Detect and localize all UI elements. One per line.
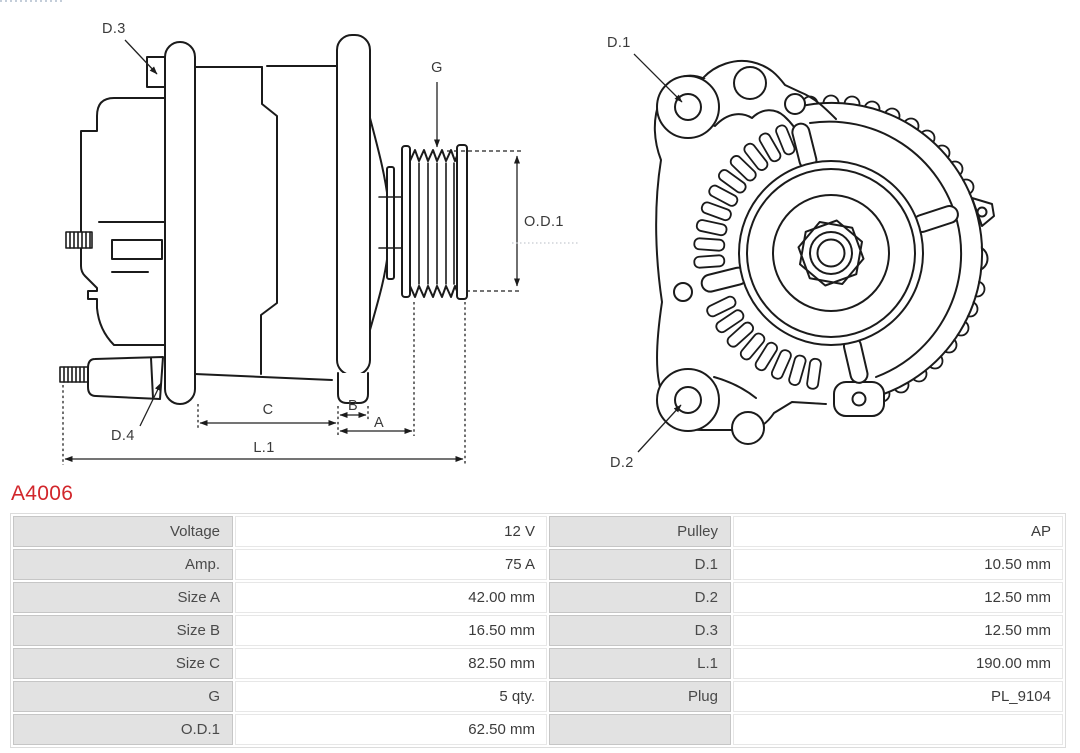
spec-label: Amp.	[13, 549, 233, 580]
spec-value: 12 V	[235, 516, 547, 547]
spec-value: 12.50 mm	[733, 582, 1063, 613]
side-view-drawing	[60, 35, 467, 404]
spec-label: L.1	[549, 648, 731, 679]
spec-value: 62.50 mm	[235, 714, 547, 745]
terminal-stud-upper	[66, 232, 92, 248]
dim-label-d2: D.2	[610, 455, 634, 471]
spec-label: D.3	[549, 615, 731, 646]
mount-hole-d1	[675, 94, 701, 120]
spec-value: 42.00 mm	[235, 582, 547, 613]
spec-label: G	[13, 681, 233, 712]
bottom-bracket	[834, 382, 884, 416]
spec-value: 16.50 mm	[235, 615, 547, 646]
shaft	[387, 167, 394, 279]
spec-label: D.2	[549, 582, 731, 613]
spec-label: Size C	[13, 648, 233, 679]
dim-label-d1: D.1	[607, 35, 631, 51]
spec-label: Size B	[13, 615, 233, 646]
mount-hole-d2	[675, 387, 701, 413]
spec-label: Voltage	[13, 516, 233, 547]
spec-table	[10, 513, 1066, 748]
front-view-labels	[607, 35, 634, 471]
spec-value	[733, 714, 1063, 745]
dim-label-od1: O.D.1	[524, 214, 564, 230]
dim-label-d4: D.4	[111, 428, 135, 444]
pulley	[402, 145, 467, 299]
spec-value: 10.50 mm	[733, 549, 1063, 580]
spec-value: 82.50 mm	[235, 648, 547, 679]
spec-label	[549, 714, 731, 745]
front-view-drawing	[655, 60, 994, 444]
dim-label-g: G	[431, 60, 443, 76]
dim-label-c: C	[262, 402, 274, 418]
spec-label: Pulley	[549, 516, 731, 547]
dim-label-a: A	[373, 415, 385, 431]
connector-slot	[112, 240, 162, 259]
plate-hole	[674, 283, 692, 301]
spec-value: 190.00 mm	[733, 648, 1063, 679]
part-number-heading: A4006	[11, 482, 74, 505]
body-step-profile	[261, 67, 277, 374]
spec-label: O.D.1	[13, 714, 233, 745]
spec-value: 75 A	[235, 549, 547, 580]
spec-value: 5 qty.	[235, 681, 547, 712]
dim-label-d3: D.3	[102, 21, 126, 37]
spec-value: 12.50 mm	[733, 615, 1063, 646]
spec-label: Plug	[549, 681, 731, 712]
dim-label-l1: L.1	[253, 440, 275, 456]
rear-bracket-rib	[165, 42, 195, 404]
spec-label: Size A	[13, 582, 233, 613]
dim-label-b: B	[347, 398, 359, 414]
spec-value: PL_9104	[733, 681, 1063, 712]
spec-label: D.1	[549, 549, 731, 580]
front-bracket-rib	[337, 35, 370, 375]
spec-value: AP	[733, 516, 1063, 547]
